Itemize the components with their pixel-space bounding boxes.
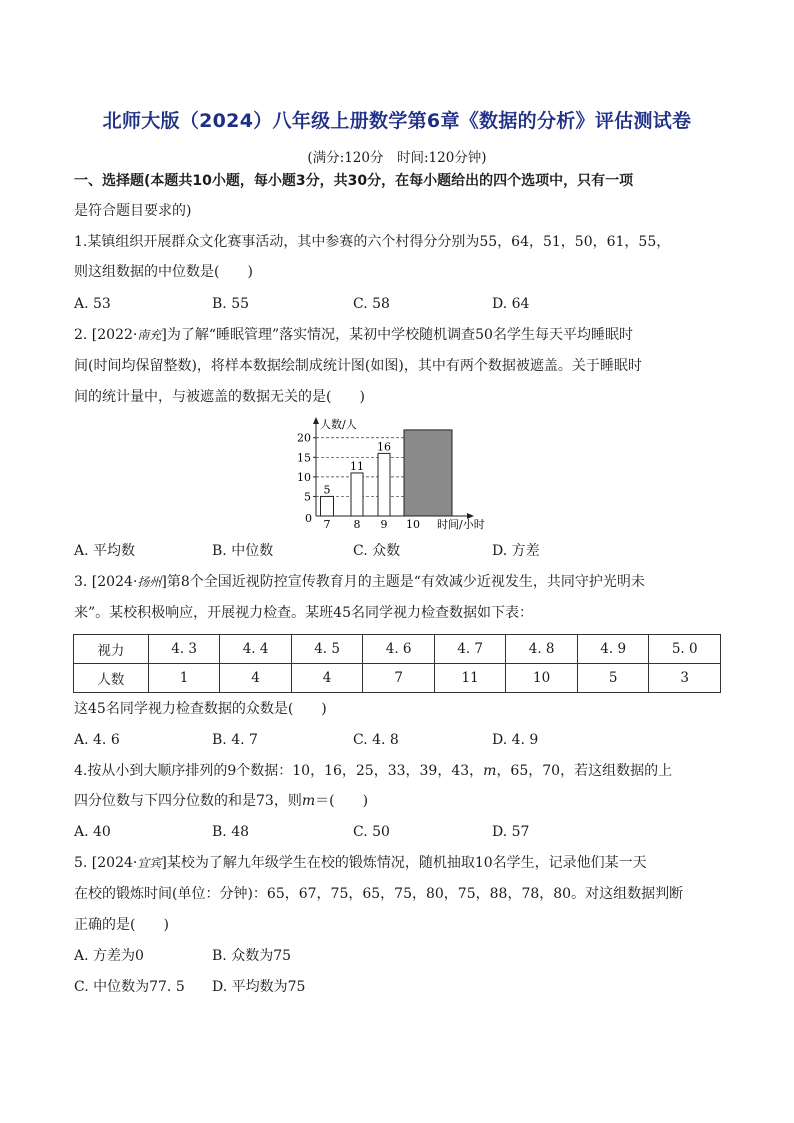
table-cell: 4. 7 [434,635,506,664]
q5-line1: ]某校为了解九年级学生在校的锻炼情况，随机抽取10名学生，记录他们某一天 [161,855,647,871]
bar [351,473,363,516]
table-cell: 5. 0 [649,635,721,664]
q2-source-tag: 南充 [137,328,162,342]
table-cell: 3 [649,664,721,693]
q1-option-b: B. 55 [212,296,250,312]
x-tick-label: 7 [323,518,331,531]
table-cell: 7 [363,664,435,693]
table-cell: 4. 6 [363,635,435,664]
q1-option-c: C. 58 [353,296,390,312]
q4-variable: m [301,793,316,809]
table-header-cell: 人数 [74,664,149,693]
q4-text-line2 [74,791,368,811]
q5-text-line2: 在校的锻炼时间(单位：分钟)：65，67，75，65，75，80，75，88，78，80。对这组数据判断 [74,886,684,902]
q2-option-a: A. 平均数 [74,543,136,559]
table-cell: 4. 9 [577,635,649,664]
table-cell: 5 [577,664,649,693]
q2-option-d: D. 方差 [492,543,540,559]
bar [378,453,390,516]
table-cell: 11 [434,664,506,693]
q3-prefix: 3. [2024· [74,574,138,590]
q1-text-line1: 1.某镇组织开展群众文化赛事活动，其中参赛的六个村得分分别为55，64，51，50，61，55， [74,234,671,250]
page-title: 北师大版（2024）八年级上册数学第6章《数据的分析》评估测试卷 [102,110,692,132]
q4-line1a: 4.按从小到大顺序排列的9个数据：10，16，25，33，39，43， [74,763,484,779]
q2-option-c: C. 众数 [353,543,401,559]
table-cell: 1 [148,664,220,693]
q3-option-d: D. 4. 9 [492,732,539,748]
q4-line2b: ＝( ) [315,793,369,809]
table-header-cell: 视力 [74,635,149,664]
q4-option-a: A. 40 [74,824,111,840]
table-row [74,635,721,664]
q3-option-b: B. 4. 7 [212,732,258,748]
q5-option-c: C. 中位数为77. 5 [74,979,185,995]
q3-text-line1 [74,572,645,592]
q4-line2a: 四分位数与下四分位数的和是73，则 [74,793,302,809]
q2-text-line2: 间(时间均保留整数)，将样本数据绘制成统计图(如图)，其中有两个数据被遮盖。关于睡眠时 [74,358,642,374]
sleep-time-bar-chart [280,412,510,536]
y-tick-label: 5 [304,490,311,504]
q1-option-a: A. 53 [74,296,111,312]
q2-line1: ]为了解“睡眠管理”落实情况，某初中学校随机调查50名学生每天平均睡眠时 [161,327,633,343]
q3-source-tag: 扬州 [137,575,162,589]
origin-label: 0 [305,512,312,525]
q4-text-line1 [74,761,672,781]
bar-value-label: 16 [377,440,391,454]
covered-bar [404,430,452,516]
q2-text-line1 [74,325,633,345]
y-axis-label: 人数/人 [320,418,357,431]
q4-option-b: B. 48 [212,824,250,840]
q5-option-b: B. 众数为75 [212,948,292,964]
q5-source-tag: 宜宾 [137,856,162,870]
q4-option-c: C. 50 [353,824,390,840]
q4-option-d: D. 57 [492,824,530,840]
q2-text-line3: 间的统计量中，与被遮盖的数据无关的是( ) [74,389,365,405]
q1-option-d: D. 64 [492,296,530,312]
vision-table [73,634,721,693]
y-tick-label: 20 [297,431,311,445]
table-cell: 4 [291,664,363,693]
table-row [74,664,721,693]
y-tick-label: 10 [297,470,311,484]
y-axis-arrow [313,417,319,424]
x-axis-label: 时间/小时 [437,518,485,531]
x-tick-label: 10 [406,518,420,531]
q4-variable: m [483,763,497,779]
bar-value-label: 5 [323,483,331,497]
q3-option-c: C. 4. 8 [353,732,399,748]
table-cell: 4. 4 [220,635,292,664]
q3-option-a: A. 4. 6 [74,732,120,748]
q3-text-line2: 来”。某校积极响应，开展视力检查。某班45名同学视力检查数据如下表： [74,605,533,621]
q3-text-line3: 这45名同学视力检查数据的众数是( ) [74,701,327,717]
page-subtitle: (满分:120分 时间:120分钟) [307,150,487,166]
table-cell: 4. 5 [291,635,363,664]
q5-prefix: 5. [2024· [74,855,138,871]
x-tick-label: 8 [353,518,361,531]
section-heading-line1 [74,171,633,191]
q5-option-d: D. 平均数为75 [212,979,306,995]
table-cell: 10 [506,664,578,693]
q2-prefix: 2. [2022· [74,327,138,343]
q5-text-line3: 正确的是( ) [74,917,169,933]
x-tick-label: 9 [380,518,388,531]
q4-line1b: ，65，70，若这组数据的上 [496,763,673,779]
q1-text-line2: 则这组数据的中位数是( ) [74,264,253,280]
section-heading-line2: 是符合题目要求的) [74,203,192,219]
table-cell: 4. 3 [148,635,220,664]
table-cell: 4 [220,664,292,693]
bar [321,496,334,516]
q5-option-a: A. 方差为0 [74,948,144,964]
q5-text-line1 [74,853,647,873]
q2-option-b: B. 中位数 [212,543,274,559]
table-cell: 4. 8 [506,635,578,664]
y-tick-label: 15 [297,451,311,465]
bar-value-label: 11 [350,459,364,473]
q3-line1: ]第8个全国近视防控宣传教育月的主题是“有效减少近视发生，共同守护光明未 [161,574,645,590]
section-heading: 一、选择题(本题共10小题，每小题3分，共30分，在每小题给出的四个选项中，只有一项 [74,173,634,189]
